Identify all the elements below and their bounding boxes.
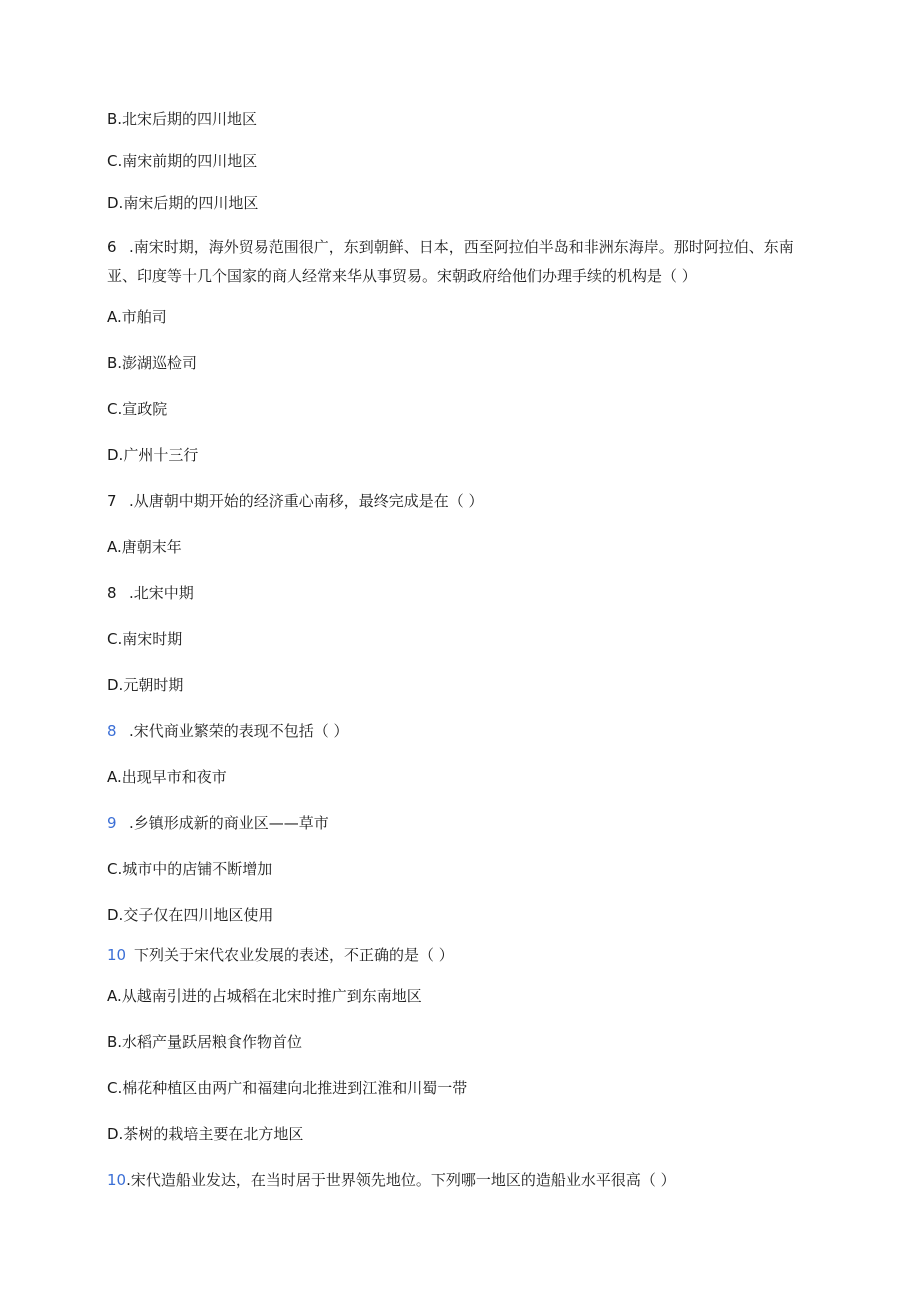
- question-text-cont: 亚、印度等十几个国家的商人经常来华从事贸易。宋朝政府给他们办理手续的机构是（ ）: [107, 267, 697, 285]
- option-line: [107, 813, 329, 833]
- option-line: C.南宋时期: [107, 630, 183, 648]
- option-line: B.澎湖巡检司: [107, 354, 198, 372]
- option-line: C.城市中的店铺不断增加: [107, 860, 273, 878]
- option-line: D.茶树的栽培主要在北方地区: [107, 1125, 304, 1143]
- question-number: 8: [107, 722, 117, 740]
- question-10: [107, 945, 454, 965]
- question-7: [107, 491, 484, 511]
- option-line: C.南宋前期的四川地区: [107, 152, 258, 170]
- option-line: A.出现早市和夜市: [107, 768, 227, 786]
- question-text: 下列关于宋代农业发展的表述，不正确的是（ ）: [134, 946, 454, 964]
- question-number: 7: [107, 492, 117, 510]
- option-line: A.市舶司: [107, 308, 167, 326]
- question-text: .从唐朝中期开始的经济重心南移，最终完成是在（ ）: [129, 492, 484, 510]
- option-line: D.南宋后期的四川地区: [107, 194, 259, 212]
- question-number: 6: [107, 238, 117, 256]
- option-line: B.北宋后期的四川地区: [107, 110, 258, 128]
- option-line: C.宣政院: [107, 400, 168, 418]
- option-text: .北宋中期: [129, 584, 194, 602]
- option-line: A.从越南引进的占城稻在北宋时推广到东南地区: [107, 987, 422, 1005]
- option-line: B.水稻产量跃居粮食作物首位: [107, 1033, 303, 1051]
- question-8: [107, 721, 349, 741]
- question-text: .南宋时期，海外贸易范围很广，东到朝鲜、日本，西至阿拉伯半岛和非洲东海岸。那时阿拉伯、东南: [129, 238, 794, 256]
- question-text: .宋代商业繁荣的表现不包括（ ）: [129, 722, 349, 740]
- question-number: 10: [107, 1171, 127, 1189]
- question-6: [107, 233, 817, 291]
- question-text: .宋代造船业发达，在当时居于世界领先地位。下列哪一地区的造船业水平很高（ ）: [126, 1171, 676, 1189]
- option-line: D.交子仅在四川地区使用: [107, 906, 274, 924]
- question-number: 8: [107, 584, 117, 602]
- option-text: .乡镇形成新的商业区——草市: [129, 814, 329, 832]
- question-10b: [107, 1170, 676, 1190]
- option-line: D.广州十三行: [107, 446, 199, 464]
- option-line: A.唐朝末年: [107, 538, 182, 556]
- question-number: 9: [107, 814, 117, 832]
- option-line: [107, 583, 194, 603]
- option-line: D.元朝时期: [107, 676, 184, 694]
- question-number: 10: [107, 946, 127, 964]
- option-line: C.棉花种植区由两广和福建向北推进到江淮和川蜀一带: [107, 1079, 468, 1097]
